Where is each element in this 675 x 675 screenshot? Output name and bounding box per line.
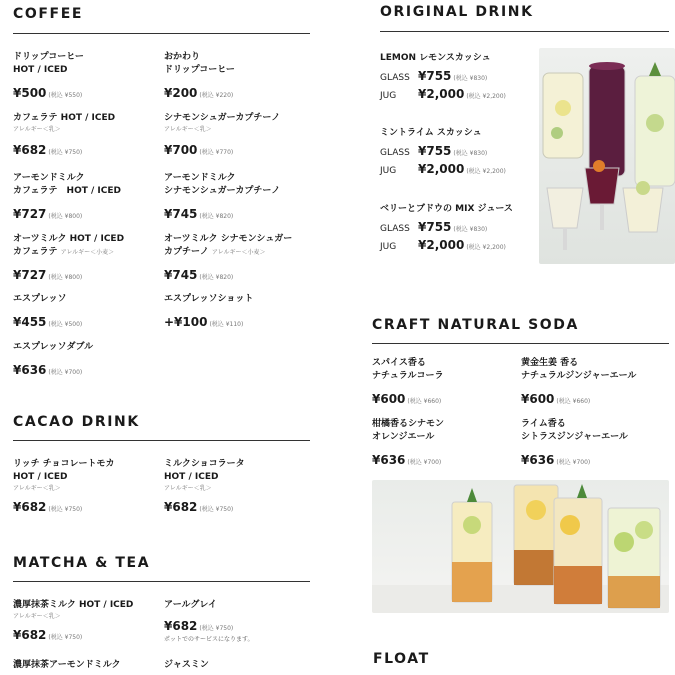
item-name: エスプレッソ <box>13 294 67 304</box>
item-price-tax: (税込 ¥800) <box>48 274 83 281</box>
menu-item <box>164 599 309 644</box>
original-drinks-photo <box>539 48 675 264</box>
item-allergy: アレルギー＜乳＞ <box>164 126 212 133</box>
item-price-tax: (税込 ¥750) <box>199 625 234 632</box>
section-divider <box>13 33 310 34</box>
menu-item <box>13 172 158 222</box>
menu-item <box>164 293 309 330</box>
craft-soda-photo <box>372 480 669 613</box>
section-title-matcha-tea: MATCHA & TEA <box>13 555 151 571</box>
item-price-tax: (税込 ¥660) <box>556 398 591 405</box>
size-label: GLASS <box>380 73 410 83</box>
item-name: 濃厚抹茶ミルク HOT / ICED <box>13 600 134 610</box>
item-allergy: アレルギー＜乳＞ <box>13 126 61 133</box>
item-price-tax: (税込 ¥2,200) <box>466 244 506 251</box>
menu-item <box>13 659 158 672</box>
item-price-tax: (税込 ¥750) <box>199 506 234 513</box>
item-name-line2: オレンジエール <box>372 432 435 442</box>
original-drink-item <box>380 127 540 176</box>
section-title-float: FLOAT <box>373 651 430 667</box>
item-name: エスプレッソショット <box>164 294 254 304</box>
section-title-cacao: CACAO DRINK <box>13 414 140 430</box>
size-label: JUG <box>380 242 397 252</box>
item-name: アールグレイ <box>164 600 217 610</box>
item-name: リッチ チョコレートモカ <box>13 459 115 469</box>
item-name: ライム香る <box>521 419 566 429</box>
menu-item <box>164 659 309 672</box>
item-name: アーモンドミルク <box>13 173 85 183</box>
item-price-tax: (税込 ¥830) <box>453 150 488 157</box>
item-price-tax: (税込 ¥750) <box>48 634 83 641</box>
menu-item <box>13 293 158 330</box>
item-price: ¥2,000 <box>418 162 465 176</box>
section-title-craft-natural-soda: CRAFT NATURAL SODA <box>372 317 579 333</box>
item-price-tax: (税込 ¥800) <box>48 213 83 220</box>
item-name: カフェラテ HOT / ICED <box>13 113 116 123</box>
item-note: ポットでのサービスになります。 <box>164 636 254 643</box>
size-label: GLASS <box>380 224 410 234</box>
size-label: JUG <box>380 166 397 176</box>
item-price: ¥2,000 <box>418 87 465 101</box>
item-name: オーツミルク シナモンシュガー <box>164 234 293 244</box>
item-name: おかわり <box>164 52 201 62</box>
item-name: 濃厚抹茶アーモンドミルク <box>13 660 121 670</box>
section-divider <box>13 440 310 441</box>
item-price-tax: (税込 ¥550) <box>48 92 83 99</box>
item-price-tax: (税込 ¥700) <box>556 459 591 466</box>
item-name: 黄金生姜 香る <box>521 358 579 368</box>
item-price-tax: (税込 ¥700) <box>407 459 442 466</box>
menu-item <box>521 418 671 468</box>
item-price: ¥636 <box>13 363 47 377</box>
item-price-tax: (税込 ¥660) <box>407 398 442 405</box>
item-price-tax: (税込 ¥700) <box>48 369 83 376</box>
menu-item <box>164 51 309 101</box>
item-price-tax: (税込 ¥2,200) <box>466 168 506 175</box>
soda-illustration <box>372 480 669 613</box>
original-drink-item <box>380 52 540 101</box>
item-name-line2: ナチュラルコーラ <box>372 371 444 381</box>
item-name: 柑橘香るシナモン <box>372 419 445 429</box>
item-price-tax: (税込 ¥830) <box>453 75 488 82</box>
item-price-tax: (税込 ¥820) <box>199 274 234 281</box>
item-name-line2: カフェラテ HOT / ICED <box>13 186 121 196</box>
menu-item <box>164 172 309 222</box>
item-name: アーモンドミルク <box>164 173 236 183</box>
item-price: ¥600 <box>372 392 406 406</box>
item-price: ¥755 <box>418 220 452 234</box>
item-name-line2: HOT / ICED <box>164 472 219 482</box>
item-price: ¥636 <box>521 453 555 467</box>
item-price: ¥200 <box>164 86 198 100</box>
menu-item <box>164 458 309 515</box>
item-name: オーツミルク HOT / ICED <box>13 234 125 244</box>
item-name: ジャスミン <box>164 660 209 670</box>
size-label: GLASS <box>380 148 410 158</box>
item-allergy: アレルギー＜乳＞ <box>13 485 61 492</box>
item-price-tax: (税込 ¥2,200) <box>466 93 506 100</box>
item-price: ¥500 <box>13 86 47 100</box>
menu-item <box>372 357 522 407</box>
menu-item <box>13 458 158 515</box>
item-price: ¥636 <box>372 453 406 467</box>
item-name-line2: ドリップコーヒー <box>164 65 235 75</box>
item-name: ベリーとブドウの MIX ジュース <box>380 204 513 214</box>
menu-item <box>13 341 158 378</box>
item-price-tax: (税込 ¥500) <box>48 321 83 328</box>
section-divider <box>372 343 669 344</box>
item-price-tax: (税込 ¥110) <box>209 321 244 328</box>
section-divider <box>380 31 669 32</box>
original-drink-item <box>380 203 540 252</box>
item-name: エスプレッソダブル <box>13 342 94 352</box>
item-name-line2: カプチーノ <box>164 247 209 257</box>
item-price: ¥455 <box>13 315 47 329</box>
item-name-line2: ナチュラルジンジャーエール <box>521 371 637 381</box>
menu-item <box>372 418 522 468</box>
item-price: ¥755 <box>418 69 452 83</box>
section-title-original-drink: ORIGINAL DRINK <box>380 4 534 20</box>
menu-item <box>13 233 158 283</box>
item-name: スパイス香る <box>372 358 426 368</box>
item-price: ¥682 <box>13 143 47 157</box>
item-allergy: アレルギー＜小麦＞ <box>211 249 266 256</box>
section-divider <box>13 581 310 582</box>
item-name: ミルクショコラータ <box>164 459 245 469</box>
menu-item <box>13 51 158 101</box>
item-allergy: アレルギー＜小麦＞ <box>60 249 115 256</box>
section-title-coffee: COFFEE <box>13 6 84 22</box>
item-allergy: アレルギー＜乳＞ <box>13 613 61 620</box>
item-price: ¥682 <box>164 500 198 514</box>
item-price: ¥2,000 <box>418 238 465 252</box>
item-price-tax: (税込 ¥750) <box>48 149 83 156</box>
item-price: ¥682 <box>13 628 47 642</box>
item-price: ¥727 <box>13 207 47 221</box>
item-price: ¥682 <box>164 619 198 633</box>
item-price-tax: (税込 ¥830) <box>453 226 488 233</box>
item-name: ミントライム スカッシュ <box>380 128 482 138</box>
item-price: +¥100 <box>164 315 208 329</box>
item-price-tax: (税込 ¥770) <box>199 149 234 156</box>
item-price: ¥700 <box>164 143 198 157</box>
item-price-tax: (税込 ¥750) <box>48 506 83 513</box>
item-name: シナモンシュガーカプチーノ <box>164 113 281 123</box>
item-allergy: アレルギー＜乳＞ <box>164 485 212 492</box>
item-price-tax: (税込 ¥220) <box>199 92 234 99</box>
menu-item <box>13 599 158 643</box>
menu-item <box>13 112 158 158</box>
size-label: JUG <box>380 91 397 101</box>
item-price: ¥745 <box>164 207 198 221</box>
menu-item <box>164 112 309 158</box>
menu-item <box>164 233 309 283</box>
item-name-line2: HOT / ICED <box>13 472 68 482</box>
item-name: ドリップコーヒー <box>13 52 84 62</box>
menu-item <box>521 357 671 407</box>
item-name-line2: HOT / ICED <box>13 65 68 75</box>
item-name: LEMON レモンスカッシュ <box>380 53 491 63</box>
item-name-line2: シナモンシュガーカプチーノ <box>164 186 281 196</box>
item-price: ¥727 <box>13 268 47 282</box>
item-price: ¥755 <box>418 144 452 158</box>
item-price: ¥600 <box>521 392 555 406</box>
item-price-tax: (税込 ¥820) <box>199 213 234 220</box>
item-name-line2: カフェラテ <box>13 247 58 257</box>
drinks-illustration <box>539 48 675 264</box>
item-price: ¥745 <box>164 268 198 282</box>
item-name-line2: シトラスジンジャーエール <box>521 432 628 442</box>
item-price: ¥682 <box>13 500 47 514</box>
